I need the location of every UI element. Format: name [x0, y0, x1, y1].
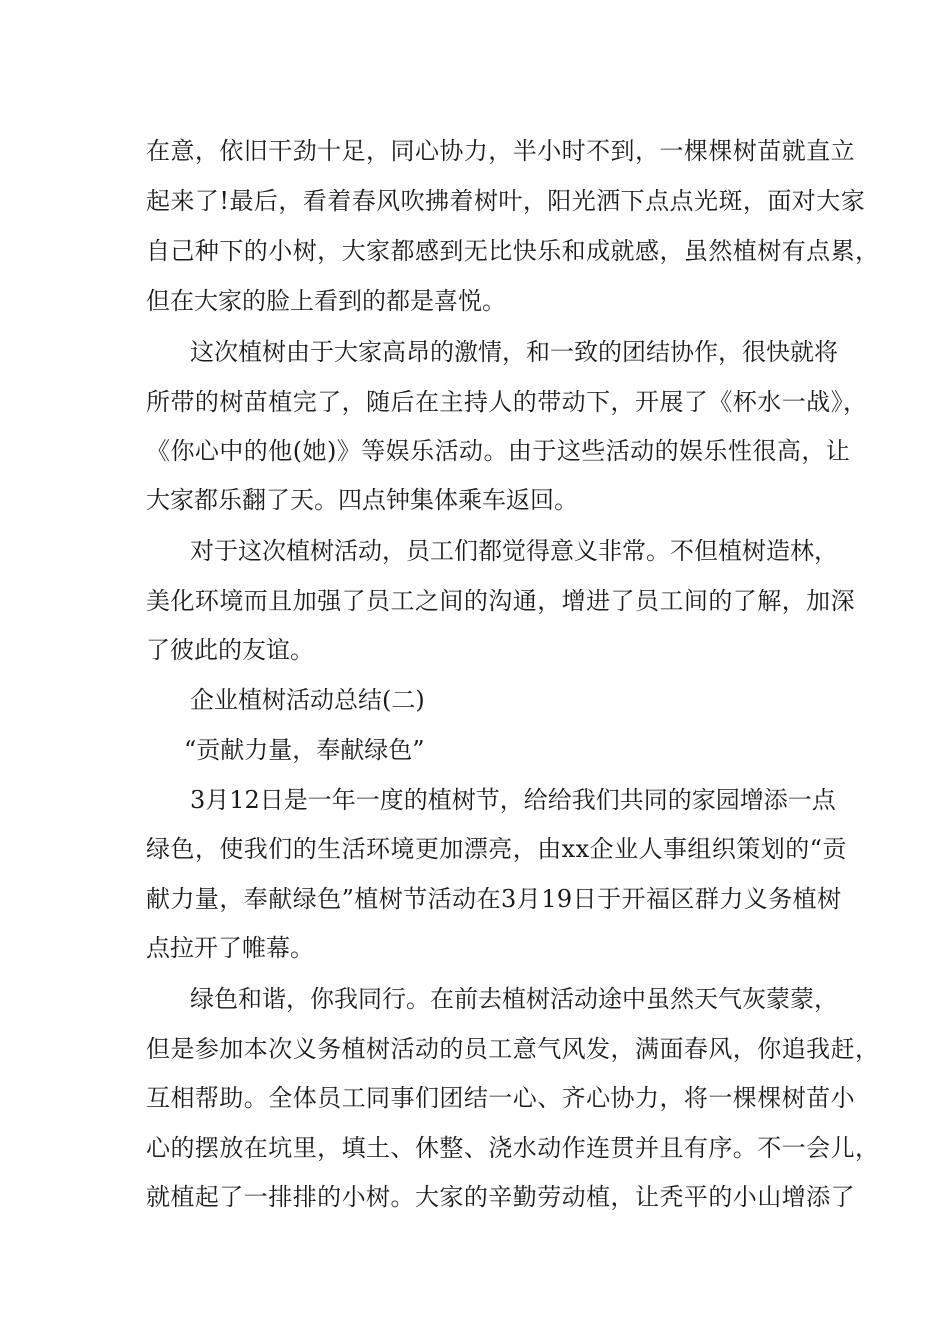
text-line: 但是参加本次义务植树活动的员工意气风发，满面春风，你追我赶， — [146, 1035, 880, 1063]
text-line: 了彼此的友谊。 — [146, 636, 314, 664]
text-line: 所带的树苗植完了，随后在主持人的带动下，开展了《杯水一战》， — [146, 388, 868, 416]
text-line: 大家都乐翻了天。四点钟集体乘车返回。 — [146, 486, 578, 514]
text-line: 起来了!最后，看着春风吹拂着树叶，阳光洒下点点光斑，面对大家 — [146, 187, 866, 215]
text-line: 心的摆放在坑里，填土、休整、浇水动作连贯并且有序。不一会儿， — [146, 1134, 880, 1162]
section-heading: 企业植树活动总结(二) — [190, 686, 425, 714]
text-line: 但在大家的脸上看到的都是喜悦。 — [146, 287, 506, 315]
section-subtitle: “贡献力量，奉献绿色” — [184, 736, 425, 764]
text-line: 美化环境而且加强了员工之间的沟通，增进了员工间的了解，加深 — [146, 587, 856, 615]
paragraph-first-line: 对于这次植树活动，员工们都觉得意义非常。不但植树造林， — [190, 537, 838, 565]
text-line: 《你心中的他(她)》等娱乐活动。由于这些活动的娱乐性很高，让 — [146, 437, 851, 465]
paragraph-first-line: 绿色和谐，你我同行。在前去植树活动途中虽然天气灰蒙蒙， — [190, 985, 838, 1013]
paragraph-first-line: 3月12日是一年一度的植树节，给给我们共同的家园增添一点 — [190, 786, 836, 814]
text-line: 就植起了一排排的小树。大家的辛勤劳动植，让秃平的小山增添了 — [146, 1183, 856, 1211]
paragraph-first-line: 这次植树由于大家高昂的激情，和一致的团结协作，很快就将 — [190, 338, 838, 366]
text-line: 绿色，使我们的生活环境更加漂亮，由xx企业人事组织策划的“贡 — [146, 835, 847, 863]
text-line: 点拉开了帷幕。 — [146, 934, 314, 962]
text-line: 互相帮助。全体员工同事们团结一心、齐心协力，将一棵棵树苗小 — [146, 1084, 856, 1112]
text-line: 在意，依旧干劲十足，同心协力，半小时不到，一棵棵树苗就直立 — [146, 137, 856, 165]
text-line: 献力量，奉献绿色”植树节活动在3月19日于开福区群力义务植树 — [146, 885, 842, 913]
text-line: 自己种下的小树，大家都感到无比快乐和成就感，虽然植树有点累， — [146, 237, 880, 265]
